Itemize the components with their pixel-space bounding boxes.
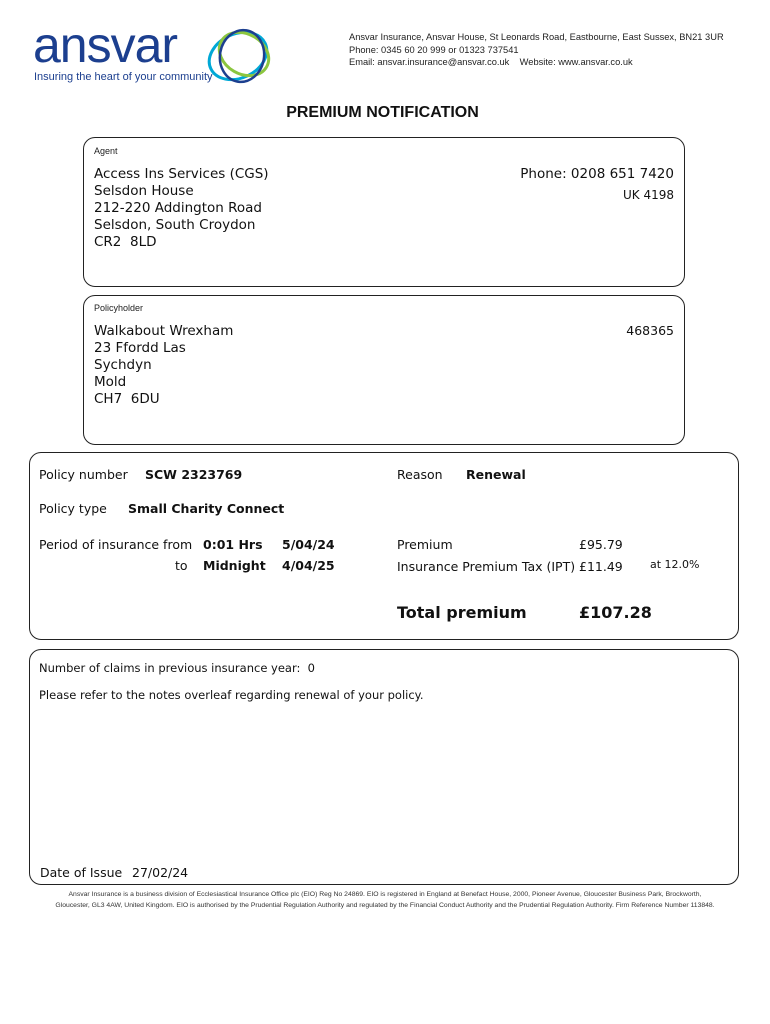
agent-address-line: 212-220 Addington Road [94,200,262,216]
total-premium-label: Total premium [397,603,527,622]
legal-footer [20,890,750,911]
logo-rings-icon [198,22,284,88]
period-from-date: 5/04/24 [282,537,335,552]
ipt-label: Insurance Premium Tax (IPT) [397,559,576,574]
agent-address-line: Selsdon, South Croydon [94,217,256,233]
total-premium-value: £107.28 [579,603,652,622]
policy-number-label: Policy number [39,467,128,482]
period-to-time: Midnight [203,558,266,573]
premium-value: £95.79 [579,537,623,552]
company-phone: Phone: 0345 60 20 999 or 01323 737541 [349,45,519,55]
premium-label: Premium [397,537,453,552]
company-address: Ansvar Insurance, Ansvar House, St Leonards Road, Eastbourne, East Sussex, BN21 3UR [349,32,724,42]
policy-type-label: Policy type [39,501,107,516]
logo-wordmark: ansvar [33,17,178,73]
legal-footer-line: Gloucester, GL3 4AW, United Kingdom. EIO is authorised by the Prudential Regulation Authority and regulated by the Financial Conduct Authority and the Prudential Regulation Authority. Firm Reference Number 113848. [55,901,715,909]
policy-type: Small Charity Connect [128,501,285,516]
ipt-rate: at 12.0% [650,558,700,571]
policyholder-address [94,323,233,408]
company-email-website: Email: ansvar.insurance@ansvar.co.uk Website: www.ansvar.co.uk [349,57,633,67]
policyholder-address-line: 23 Ffordd Las [94,340,186,356]
agent-postcode: CR2 8LD [94,234,157,250]
agent-phone: Phone: 0208 651 7420 [520,166,674,182]
ipt-value: £11.49 [579,559,623,574]
issue-date-label: Date of Issue [40,865,123,880]
policyholder-address-line: Mold [94,374,127,390]
agent-label: Agent [94,146,118,156]
period-to-date: 4/04/25 [282,558,335,573]
issue-date: 27/02/24 [132,865,189,880]
policyholder-label: Policyholder [94,303,144,313]
agent-box [83,137,685,287]
reason-label: Reason [397,467,443,482]
agent-address [94,166,269,251]
policyholder-reference: 468365 [626,323,674,338]
policyholder-box [83,295,685,445]
reason-value: Renewal [466,467,526,482]
legal-footer-line: Ansvar Insurance is a business division of Ecclesiastical Insurance Office plc (EIO) Reg No 24869. EIO is registered in England at Benefact House, 2000, Pioneer Avenue, Gloucester Business Park, Brockworth, [68,891,702,898]
agent-address-line: Selsdon House [94,183,194,199]
policyholder-name: Walkabout Wrexham [94,323,234,339]
policyholder-postcode: CH7 6DU [94,391,160,407]
logo-tagline: Insuring the heart of your community [34,71,213,83]
period-from-time: 0:01 Hrs [203,537,263,552]
period-from-label: Period of insurance from [39,537,193,552]
period-to-label: to [175,558,188,573]
notes-box [29,649,739,885]
agent-code: UK 4198 [622,188,674,202]
page-title: PREMIUM NOTIFICATION [286,104,479,121]
policy-details-box [29,452,739,640]
policy-number: SCW 2323769 [145,467,243,482]
policyholder-address-line: Sychdyn [94,357,152,373]
agent-name: Access Ins Services (CGS) [94,166,269,182]
renewal-note: Please refer to the notes overleaf regarding renewal of your policy. [39,688,424,702]
claims-count: Number of claims in previous insurance year: 0 [39,661,315,675]
